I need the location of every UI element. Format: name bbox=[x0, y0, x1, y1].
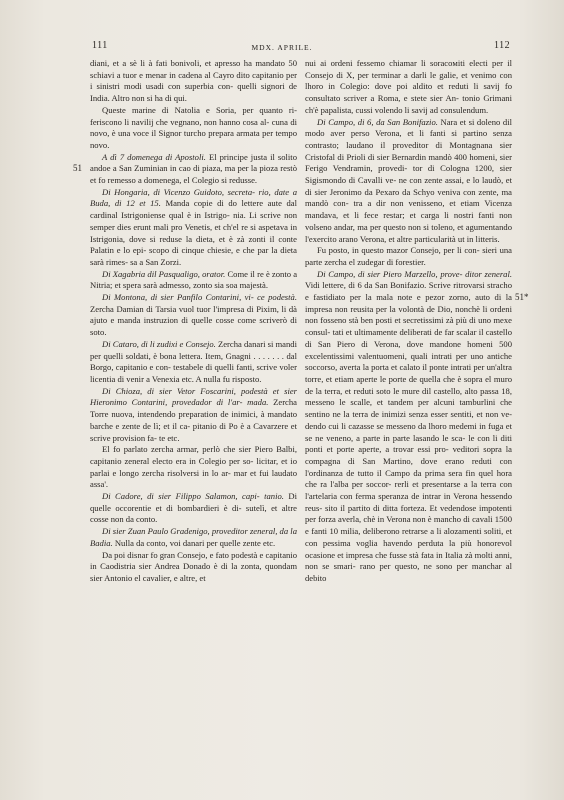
page-number-right: 112 bbox=[494, 40, 511, 51]
paragraph bbox=[90, 269, 297, 292]
paragraph-heading: Di Cataro, di li zudixi e Consejo. bbox=[102, 338, 216, 349]
paragraph bbox=[90, 292, 297, 339]
paragraph-heading: Di Montona, di sier Panfilo Contarini, vi- ce podestà. bbox=[102, 292, 297, 303]
paragraph bbox=[305, 117, 512, 246]
paragraph-text: El principe justa il solito andoe a San Zuminian in cao di piaza, ma per la pioza restò et fo remesso a domenega, el Colegio si redusse. bbox=[90, 151, 297, 186]
paragraph bbox=[90, 550, 297, 585]
paragraph bbox=[90, 152, 297, 187]
right-text-column bbox=[305, 58, 512, 585]
paragraph-text: Vidi lettere, di 6 da San Bonifazio. Scrive ritrovarsi stracho e fastidiato per la mala note e pezor zorno, auto di la impresa non reusita per la volontà de Dio, nonchè li ordeni non fosseno stà ben posti et secretissimi zà più di uno mexe consul- tati et ultimamente deliberati de far scalar il castello di San Piero di Verona, dove mandone homeni 500 excelentissimi valentuomeni, quali intrati per uno antiche soccorso, averta la porta et calato il ponte intrati per un'altra torre, et etiam aperte le porte de quella che è sopra el muro de la terra, et reduti soto le mure dil castello, alto passa 18, messeno le scalle, et tandem per alcuni tamburlini che sentino ne la terra de inimizi senza esser sentiti, et non ve- dendo cui li cazasse se messeno da lhoro medemi in fuga et se ne veneno, a parte in parte lasando le sca- le con li diti ponti et porte aperte, a trovar essi pro- veditori sopra la compagna di San Martino, dove erano reduti con l'ordinanza de tutto il Campo da prima sera fin quel hora che ra l'alba per soccor- rerli et presentarse a la terra con l'artelaria con ferma speranza de intrar in Verona hessendo reus- sito il partito di ditta forteza. Et vedendose impotenti per forza averla, chè in Verona non è mancho di cavali 1500 e fanti 10 milia, deliberono retrarse a li alozamenti soliti, et con pessima voglia havendo perduta la più honorevol ocasione et impresa che fusse stà fata in Italia zà molti anni, non se smari- rano per questo, ne sono per manchar al debito bbox=[305, 280, 512, 583]
paragraph bbox=[90, 105, 297, 152]
paragraph bbox=[305, 245, 512, 268]
paragraph-text: El fo parlato zercha armar, perlò che sier Piero Balbi, capitanio zeneral electo era in Colegio per so- licitar, et io parlai e longo zercha risolversi in lo ar- mar et fui laudato assa'. bbox=[90, 444, 297, 490]
paragraph-heading: Di sier Zuan Paulo Gradenigo, proveditor zeneral, da la Badia. bbox=[90, 526, 297, 548]
paragraph-text: Di quelle occorentie et di bombardieri è di- sutelì, et altre cosse non da conto. bbox=[90, 491, 297, 525]
paragraph bbox=[90, 386, 297, 445]
paragraph-text: Manda copie di do lettere aute dal cardinal Istrigoniense qual è in Istrigo- nia. Li scrive non semper dies erunt mali pro Venetis, et ch'el re si aspetava in Istrigonia, dove si reduse la dieta, et è zà zonti il conte Palatin e lo epi- scopo di cinque chiesie, e che par la dieta sarà rimes- sa a San Zorzi. bbox=[90, 198, 297, 267]
paragraph-text: Zercha Torre nuova, intendendo preparation de inimici, à mandato barche e zente de lì; et il ca- pitanio di Po è a Cavarzere et scrive provision fa- te etc. bbox=[90, 397, 297, 443]
paragraph bbox=[90, 491, 297, 526]
paragraph-text: Fu posto, in questo mazor Consejo, per li con- sieri una parte zercha el zudegar di forestier. bbox=[305, 245, 512, 267]
paragraph-text: Da poi disnar fo gran Consejo, e fato podestà e capitanio in Caodistria sier Andrea Donado è di la zonta, quondam sier Antonio el cavalier, e altre, et bbox=[90, 549, 297, 583]
paragraph bbox=[90, 58, 297, 105]
paragraph bbox=[305, 269, 512, 585]
paragraph-heading: Di Campo, di 6, da San Bonifazio. bbox=[317, 116, 438, 127]
running-title: MDX. APRILE. bbox=[251, 43, 313, 52]
paragraph-text: Nara et si doleno dil modo aver perso Verona, et li fanti si partino senza contrasto; laudano il proveditor di Montagnana sier Cristofal di Prioli di sier Bernardin mandò 400 homeni, sier Ferigo Vendramin, provedi- tor di Cologna 1200, sier Sigismondo di Cavalli ve- ne con zente assai, e lo laudò, et di sier Jeronimo da Pexaro da Schyo veniva con zente, ma mandò con- tra a dir non venisseno, et etiam Vicenza mandava, et li fece restar; et carga li nostri fanti non volseno andar, ma per questo non si toleno, et agumentando l'exercito arano Verona, et altre particularità ut in litteris. bbox=[305, 116, 512, 244]
paragraph-text: Zercha Damian di Tarsia vuol tuor l'impresa di Pixim, li dà ajuto e manda instruzion di quelle cosse come scriverò di soto. bbox=[90, 303, 297, 338]
margin-number-right: 51* bbox=[515, 292, 529, 302]
margin-number-left: 51 bbox=[73, 163, 82, 173]
paragraph bbox=[90, 339, 297, 386]
paragraph-text: Zercha danari si mandi per quelli soldati, è bona lettera. Item, Gnagni . . . . . . . dal Borgo, capitanio e con- testabele di quelli fanti, scrive voler licentia di venir a Venexia etc. A nulla fu risposto. bbox=[90, 338, 297, 384]
paragraph-heading: A dì 7 domenega di Apostoli. bbox=[102, 151, 206, 162]
paragraph-text: diani, et a sè li à fati bonivoli, et apresso ha mandato 50 schiavi a tuor e menar in cadena al Cayro dito capitanio per i sinistri modi usadi con superbia con- quelli signori de India. Altro non si ha di qui. bbox=[90, 58, 297, 104]
page-number-left: 111 bbox=[92, 40, 108, 51]
paragraph bbox=[305, 58, 512, 117]
paragraph bbox=[90, 187, 297, 269]
paragraph-heading: Di Xagabria dil Pasqualigo, orator. bbox=[102, 268, 226, 279]
paragraph bbox=[90, 526, 297, 549]
paragraph-text: nui ai ordeni fessemo chiamar li soracoміti electi per il Consejo di X, per terminar a darli le galie, et venimo con lhoro in Colegio: dove poi aldito et reduti li savij fo consultato scriver a Roma, e stete sier An- tonio Grimani ch'è papalista, cussi volendo li savij ad consulendum. bbox=[305, 58, 512, 115]
paragraph-heading: Di Hongaria, di Vicenzo Guidoto, secreta- rio, date a Buda, di 12 et 15. bbox=[90, 186, 297, 209]
paragraph-text: Come il re è zonto a Nitria; et spera sarà admesso, zonto sia soa majestà. bbox=[90, 268, 298, 291]
left-text-column bbox=[90, 58, 297, 585]
paragraph-heading: Di Cadore, di sier Filippo Salamon, capi- tanio. bbox=[102, 491, 284, 502]
paragraph-heading: Di Campo, di sier Piero Marzello, prove- ditor zeneral. bbox=[317, 268, 512, 279]
paragraph-text: Queste marine di Natolia e Soria, per quanto ri- feriscono li navilij che vegnano, non hanno cosa al- cuna di novo, è una voce il Signor turcho prepara armata per tempo novo. bbox=[90, 104, 297, 150]
paragraph-text: Nulla da conto, voi danari per quelle zente etc. bbox=[112, 537, 276, 548]
paragraph-heading: Di Chioza, di sier Vetor Foscarini, podestà et sier Hieronimo Contarini, provedador di l'ar- mada. bbox=[90, 385, 297, 408]
paragraph bbox=[90, 444, 297, 491]
